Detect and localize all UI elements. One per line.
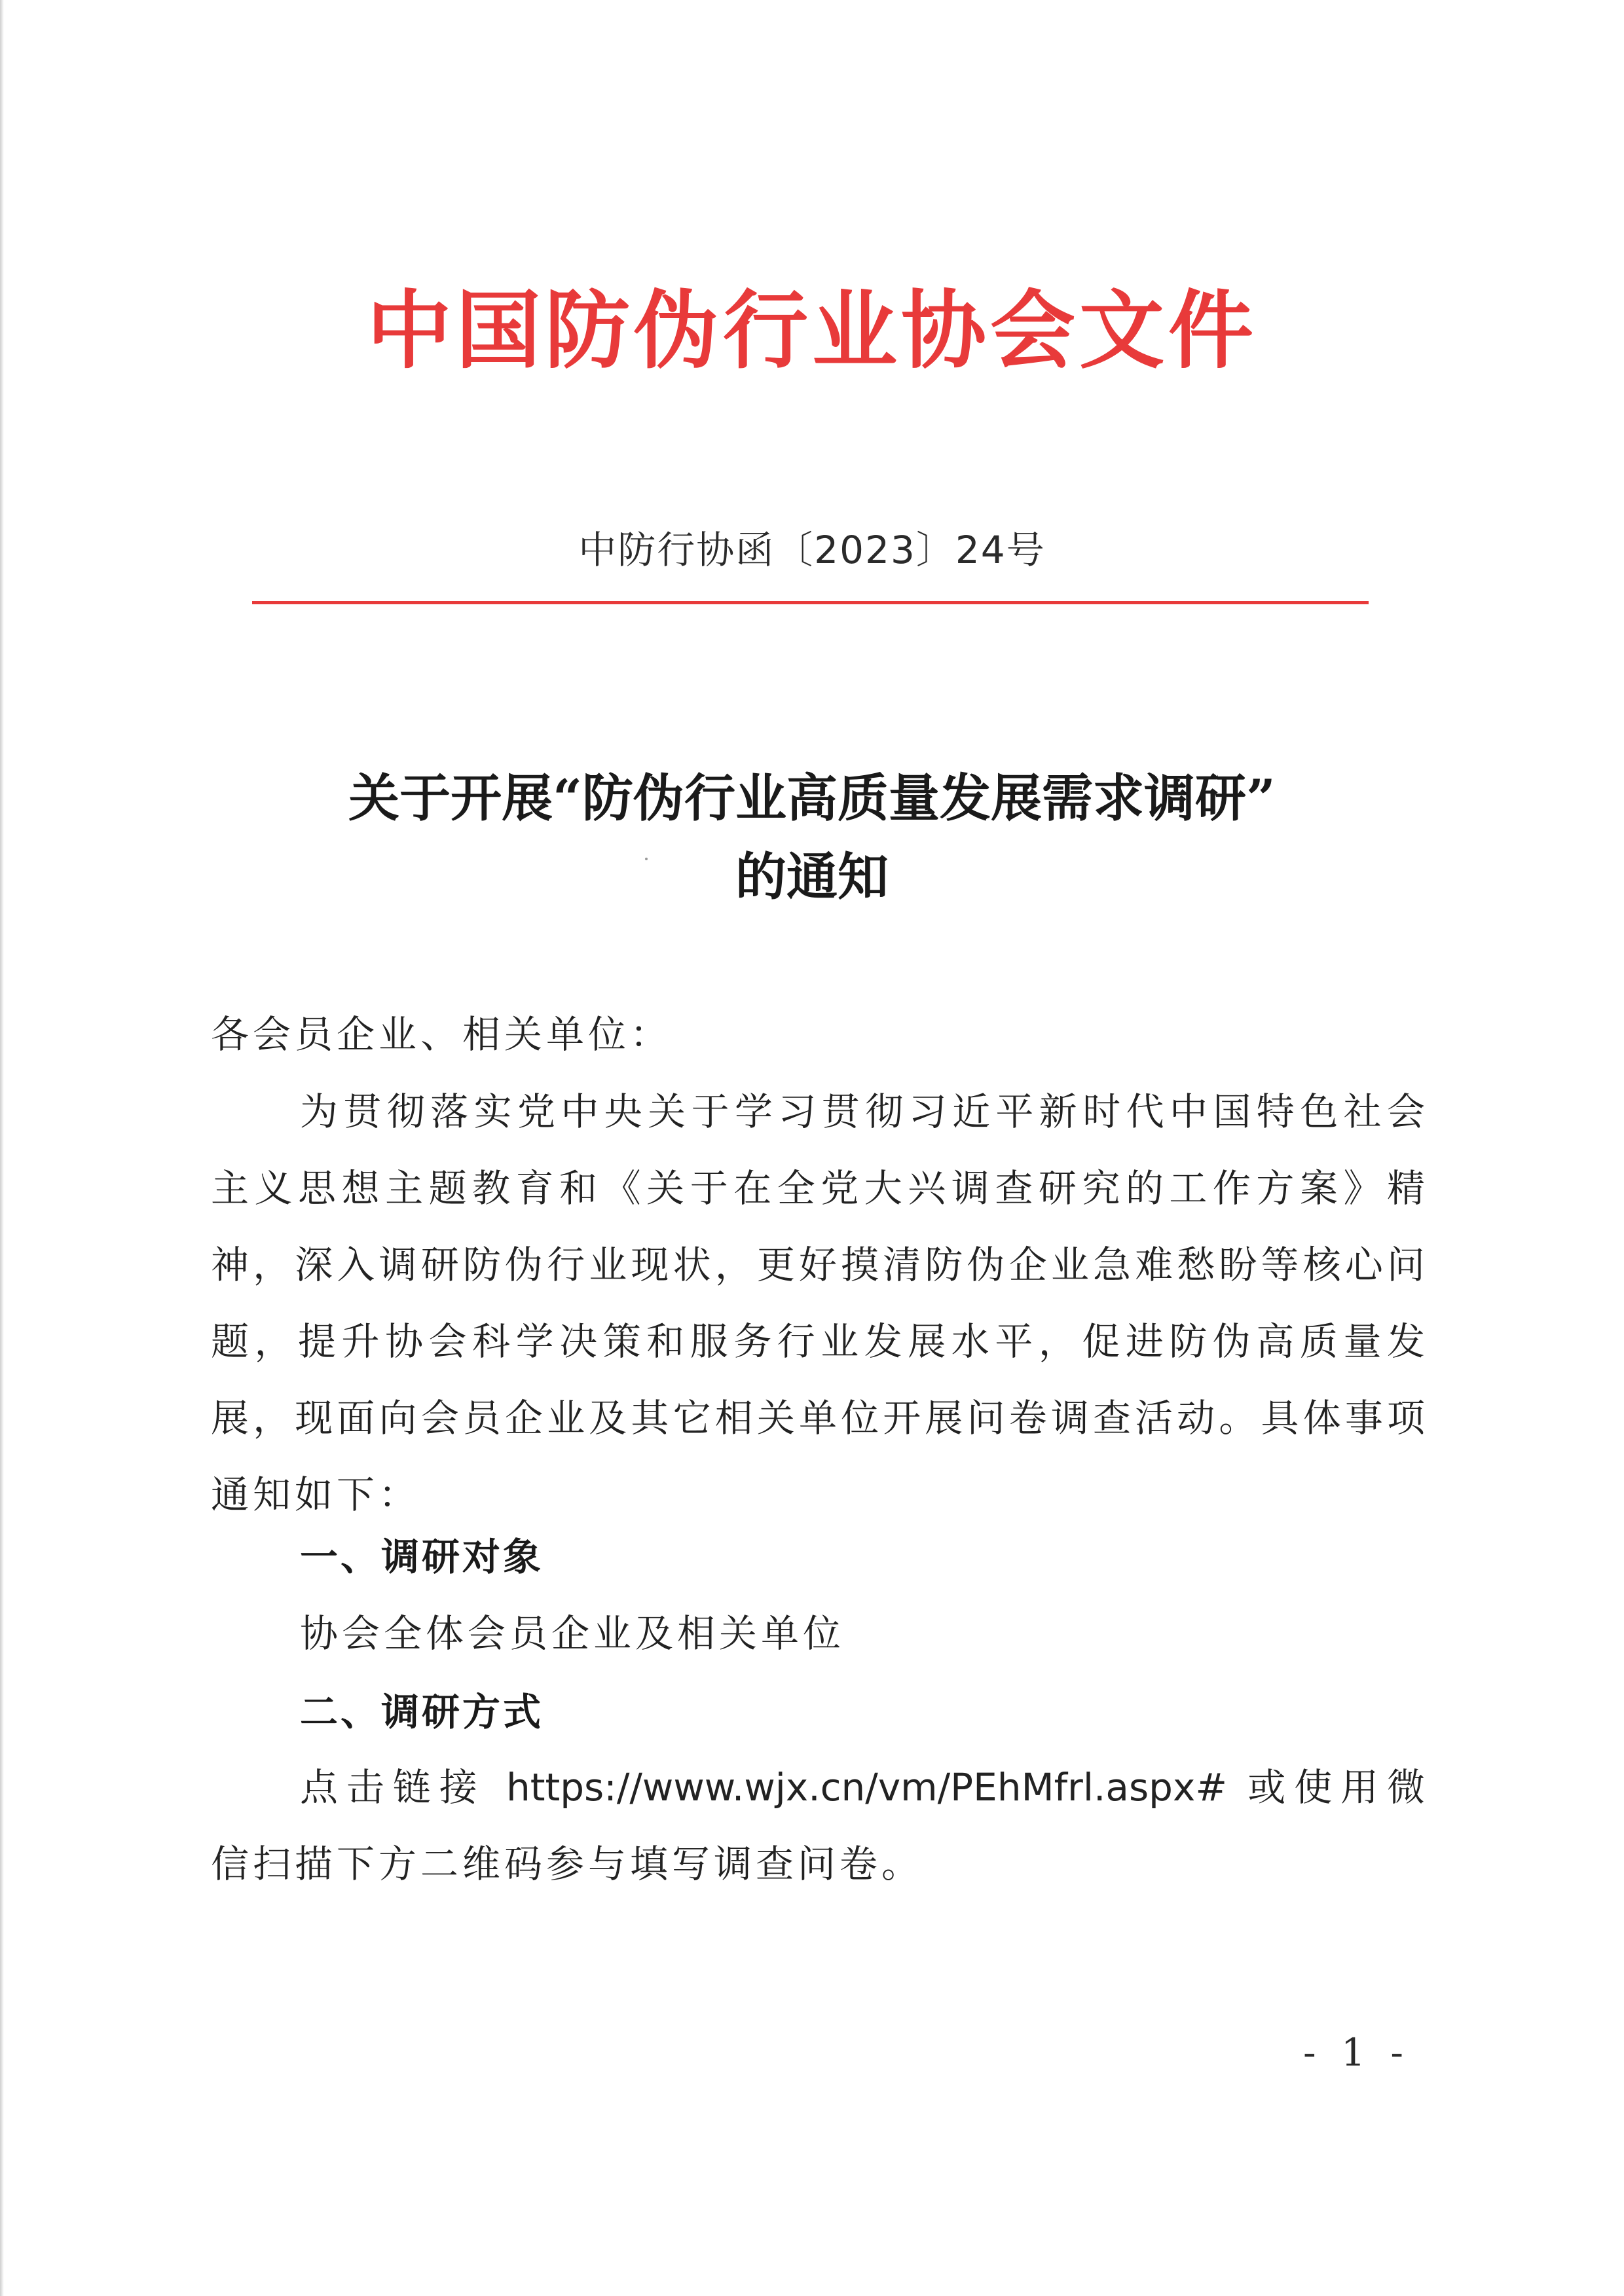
survey-link[interactable]: https://www.wjx.cn/vm/PEhMfrl.aspx#: [506, 1765, 1227, 1810]
notice-title: [0, 759, 1624, 917]
intro-paragraph: 为贯彻落实党中央关于学习贯彻习近平新时代中国特色社会主义思想主题教育和《关于在全党大兴调查研究的工作方案》精神，深入调研防伪行业现状，更好摸清防伪企业急难愁盼等核心问题，提升协会科学决策和服务行业发展水平，促进防伪高质量发展，现面向会员企业及其它相关单位开展问卷调查活动。具体事项通知如下：: [211, 1089, 1429, 1517]
section-2-body: [211, 1749, 1429, 1903]
document-header-title: 中国防伪行业协会文件: [366, 280, 1257, 380]
scan-speck: [645, 858, 648, 860]
section-1-heading: 一、调研对象: [300, 1535, 544, 1579]
section-1-body: 协会全体会员企业及相关单位: [300, 1611, 845, 1656]
salutation: 各会员企业、相关单位：: [211, 1012, 673, 1057]
header-divider-line: [252, 601, 1369, 604]
section-2-prefix: 点击链接: [300, 1765, 506, 1810]
notice-title-line-1: 关于开展“防伪行业高质量发展需求调研”: [348, 769, 1276, 828]
page-number: - 1 -: [1303, 2030, 1410, 2075]
notice-title-line-2: 的通知: [735, 847, 889, 907]
section-2-suffix: 或使用微信扫描下方二维码参与填写调查问卷。: [211, 1765, 1430, 1886]
section-2-heading: 二、调研方式: [300, 1690, 544, 1734]
document-number: 中防行协函〔2023〕24号: [578, 528, 1046, 572]
